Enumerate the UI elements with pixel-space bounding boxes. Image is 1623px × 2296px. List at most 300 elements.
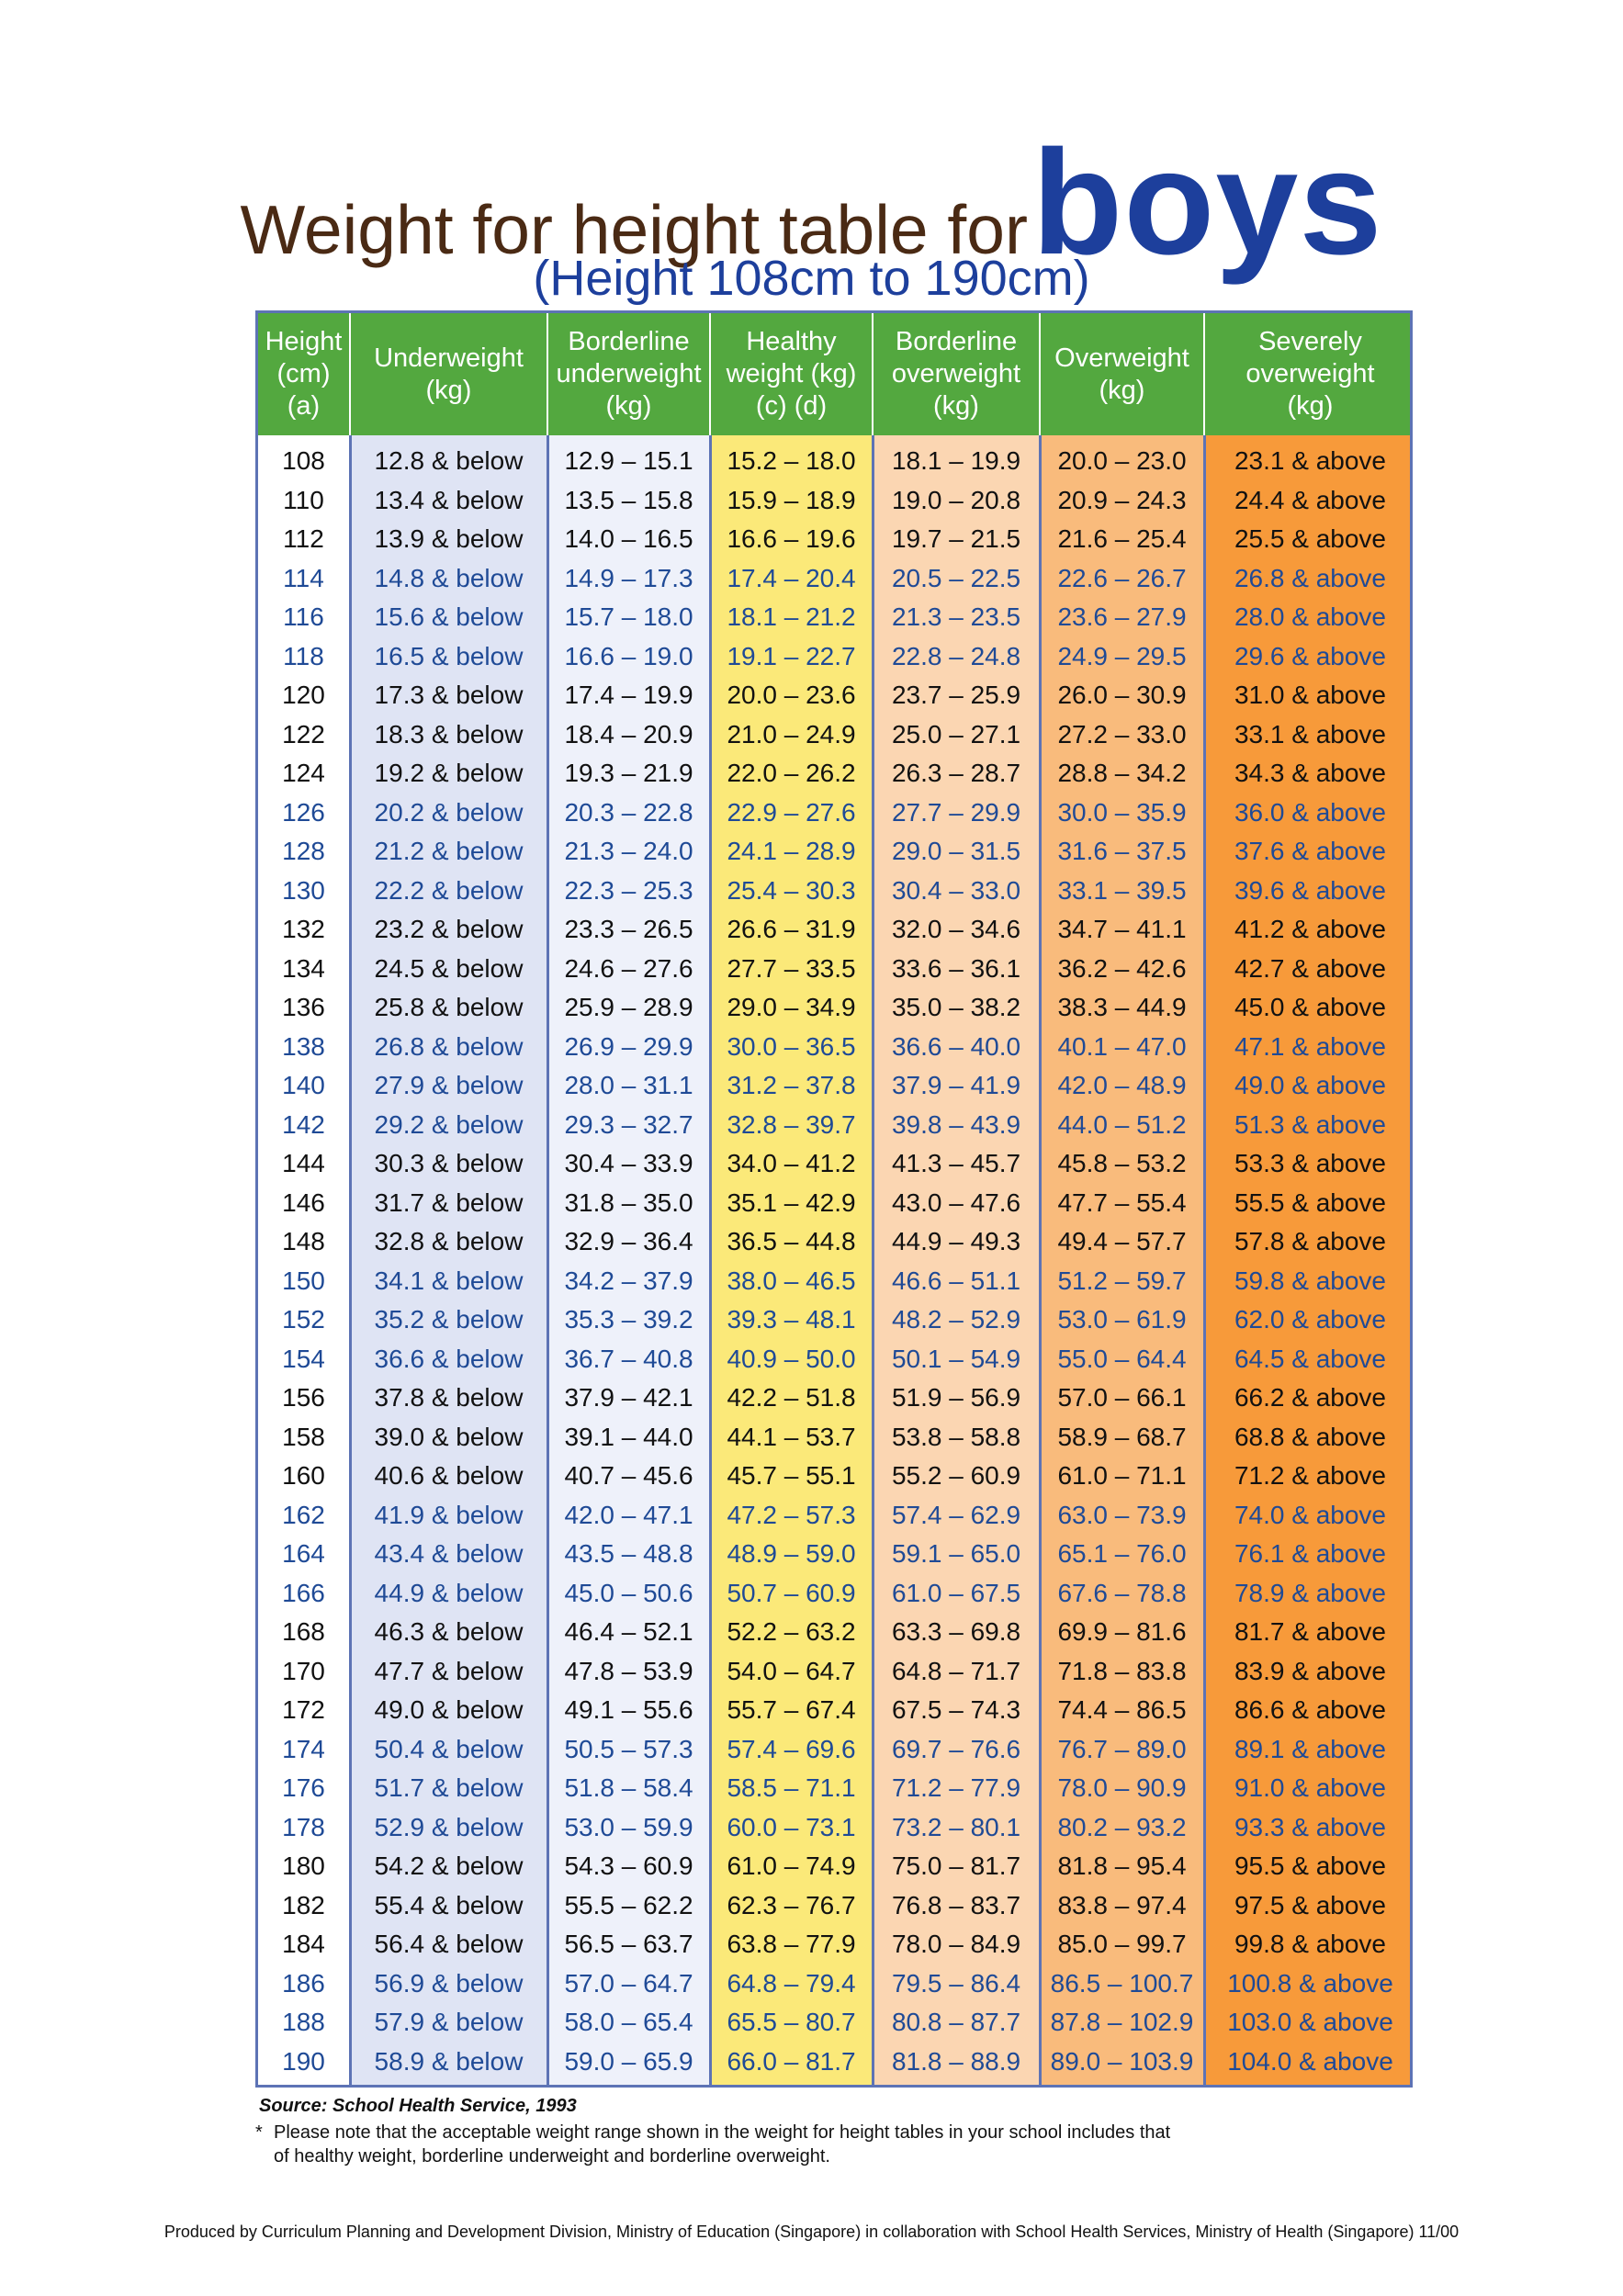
cell-severely-overweight: 36.0 & above <box>1234 797 1387 827</box>
table-row <box>258 1925 1410 1964</box>
cell-borderline-underweight: 14.0 – 16.5 <box>564 524 693 553</box>
cell-overweight: 47.7 – 55.4 <box>1057 1187 1187 1217</box>
cell-overweight: 44.0 – 51.2 <box>1057 1109 1187 1139</box>
cell-healthy-weight: 15.2 – 18.0 <box>727 446 856 475</box>
cell-underweight: 57.9 & below <box>374 2008 524 2036</box>
cell-borderline-underweight: 37.9 – 42.1 <box>564 1383 693 1412</box>
cell-borderline-overweight: 53.8 – 58.8 <box>891 1422 1021 1451</box>
cell-severely-overweight: 26.8 & above <box>1234 563 1387 592</box>
cell-overweight: 31.6 – 37.5 <box>1057 837 1187 865</box>
weight-height-table <box>255 310 1413 2088</box>
table-row <box>258 637 1410 677</box>
cell-severely-overweight: 45.0 & above <box>1234 993 1387 1021</box>
cell-height: 182 <box>282 1890 325 1919</box>
cell-height: 110 <box>283 485 324 514</box>
table-header <box>258 313 1410 435</box>
cell-underweight: 19.2 & below <box>374 759 524 787</box>
cell-borderline-underweight: 43.5 – 48.8 <box>564 1539 693 1568</box>
cell-height: 116 <box>283 602 324 631</box>
cell-borderline-overweight: 22.8 – 24.8 <box>891 641 1021 670</box>
cell-healthy-weight: 18.1 – 21.2 <box>727 602 856 631</box>
cell-borderline-overweight: 36.6 – 40.0 <box>891 1031 1021 1061</box>
cell-severely-overweight: 53.3 & above <box>1234 1149 1387 1177</box>
cell-severely-overweight: 97.5 & above <box>1234 1890 1387 1919</box>
cell-underweight: 44.9 & below <box>374 1578 524 1607</box>
header-divider <box>872 313 873 435</box>
cell-borderline-overweight: 55.2 – 60.9 <box>891 1461 1021 1490</box>
table-row <box>258 1379 1410 1418</box>
cell-height: 188 <box>282 2008 325 2036</box>
table-row <box>258 910 1410 950</box>
cell-underweight: 58.9 & below <box>374 2046 524 2076</box>
footnote-marker: * <box>255 2122 263 2143</box>
cell-borderline-overweight: 80.8 – 87.7 <box>891 2008 1021 2036</box>
cell-underweight: 15.6 & below <box>374 602 524 631</box>
cell-overweight: 61.0 – 71.1 <box>1057 1461 1187 1490</box>
cell-borderline-overweight: 19.7 – 21.5 <box>891 524 1021 553</box>
cell-underweight: 32.8 & below <box>374 1227 524 1255</box>
cell-height: 112 <box>283 524 324 553</box>
cell-borderline-underweight: 51.8 – 58.4 <box>564 1773 693 1802</box>
cell-healthy-weight: 31.2 – 37.8 <box>727 1071 856 1099</box>
cell-borderline-overweight: 20.5 – 22.5 <box>891 563 1021 592</box>
cell-overweight: 28.8 – 34.2 <box>1057 759 1187 787</box>
cell-severely-overweight: 62.0 & above <box>1234 1305 1387 1334</box>
cell-borderline-underweight: 22.3 – 25.3 <box>564 875 693 905</box>
cell-underweight: 31.7 & below <box>374 1187 524 1217</box>
cell-underweight: 34.1 & below <box>374 1266 524 1295</box>
cell-underweight: 30.3 & below <box>374 1149 524 1177</box>
cell-borderline-underweight: 50.5 – 57.3 <box>564 1734 693 1763</box>
cell-height: 164 <box>282 1539 325 1568</box>
cell-overweight: 38.3 – 44.9 <box>1057 993 1187 1021</box>
cell-underweight: 14.8 & below <box>374 563 524 592</box>
cell-severely-overweight: 86.6 & above <box>1234 1695 1387 1724</box>
cell-healthy-weight: 38.0 – 46.5 <box>727 1266 856 1295</box>
cell-overweight: 71.8 – 83.8 <box>1057 1656 1187 1685</box>
table-row <box>258 598 1410 637</box>
header-severely-overweight: Severely overweight (kg) <box>1245 327 1375 421</box>
table-row <box>258 1106 1410 1145</box>
cell-height: 150 <box>282 1266 325 1295</box>
cell-height: 114 <box>283 563 324 592</box>
cell-healthy-weight: 39.3 – 48.1 <box>727 1305 856 1334</box>
cell-height: 146 <box>282 1187 325 1217</box>
cell-severely-overweight: 42.7 & above <box>1234 953 1387 983</box>
cell-healthy-weight: 66.0 – 81.7 <box>727 2046 856 2076</box>
cell-healthy-weight: 24.1 – 28.9 <box>727 837 856 865</box>
cell-borderline-overweight: 43.0 – 47.6 <box>891 1187 1021 1217</box>
header-divider <box>349 313 351 435</box>
cell-healthy-weight: 16.6 – 19.6 <box>727 524 856 553</box>
cell-healthy-weight: 30.0 – 36.5 <box>727 1031 856 1061</box>
cell-healthy-weight: 60.0 – 73.1 <box>727 1812 856 1841</box>
cell-underweight: 25.8 & below <box>374 993 524 1021</box>
cell-borderline-underweight: 53.0 – 59.9 <box>564 1812 693 1841</box>
cell-borderline-underweight: 45.0 – 50.6 <box>564 1578 693 1607</box>
cell-borderline-underweight: 15.7 – 18.0 <box>564 602 693 631</box>
cell-height: 156 <box>282 1383 325 1412</box>
cell-underweight: 18.3 & below <box>374 719 524 748</box>
cell-borderline-overweight: 75.0 – 81.7 <box>891 1851 1021 1880</box>
cell-severely-overweight: 64.5 & above <box>1234 1344 1387 1373</box>
table-row <box>258 872 1410 911</box>
cell-underweight: 40.6 & below <box>374 1461 524 1490</box>
table-row <box>258 754 1410 793</box>
header-healthy-weight: Healthy weight (kg) (c) (d) <box>726 327 857 421</box>
footnote-text: Please note that the acceptable weight range shown in the weight for height tables in your school includes that of healthy weight, borderline underweight and borderline overweight. <box>274 2122 1171 2167</box>
cell-height: 138 <box>282 1031 325 1061</box>
cell-overweight: 20.9 – 24.3 <box>1057 485 1187 514</box>
cell-borderline-underweight: 35.3 – 39.2 <box>564 1305 693 1334</box>
cell-borderline-overweight: 46.6 – 51.1 <box>891 1266 1021 1295</box>
cell-height: 176 <box>282 1773 325 1802</box>
cell-severely-overweight: 76.1 & above <box>1234 1539 1387 1568</box>
cell-borderline-overweight: 19.0 – 20.8 <box>891 485 1021 514</box>
cell-underweight: 16.5 & below <box>374 641 524 670</box>
cell-overweight: 69.9 – 81.6 <box>1057 1617 1187 1646</box>
cell-healthy-weight: 21.0 – 24.9 <box>727 719 856 748</box>
cell-borderline-underweight: 46.4 – 52.1 <box>564 1617 693 1646</box>
table-row <box>258 676 1410 715</box>
cell-overweight: 58.9 – 68.7 <box>1057 1422 1187 1451</box>
cell-overweight: 24.9 – 29.5 <box>1057 641 1187 670</box>
cell-borderline-overweight: 76.8 – 83.7 <box>891 1890 1021 1919</box>
cell-underweight: 55.4 & below <box>374 1890 524 1919</box>
cell-severely-overweight: 23.1 & above <box>1234 446 1387 475</box>
production-credit: Produced by Curriculum Planning and Development Division, Ministry of Education (Singapore) in collaboration with School Health Services, Ministry of Health (Singapore) 11/00 <box>163 2223 1460 2241</box>
cell-underweight: 24.5 & below <box>374 953 524 983</box>
cell-underweight: 35.2 & below <box>374 1305 524 1334</box>
table-row <box>258 2043 1410 2082</box>
cell-severely-overweight: 25.5 & above <box>1234 524 1387 553</box>
cell-borderline-overweight: 81.8 – 88.9 <box>891 2046 1021 2076</box>
cell-borderline-overweight: 78.0 – 84.9 <box>891 1930 1021 1958</box>
cell-borderline-underweight: 42.0 – 47.1 <box>564 1500 693 1529</box>
cell-underweight: 27.9 & below <box>374 1071 524 1099</box>
cell-height: 140 <box>282 1071 325 1099</box>
cell-severely-overweight: 99.8 & above <box>1234 1930 1387 1958</box>
cell-borderline-overweight: 57.4 – 62.9 <box>891 1500 1021 1529</box>
header-underweight: Underweight (kg) <box>374 343 524 405</box>
cell-overweight: 51.2 – 59.7 <box>1057 1266 1187 1295</box>
cell-height: 166 <box>282 1578 325 1607</box>
cell-overweight: 36.2 – 42.6 <box>1057 953 1187 983</box>
cell-overweight: 26.0 – 30.9 <box>1057 681 1187 709</box>
cell-height: 184 <box>282 1930 325 1958</box>
cell-underweight: 37.8 & below <box>374 1383 524 1412</box>
cell-borderline-overweight: 32.0 – 34.6 <box>891 915 1021 943</box>
cell-height: 170 <box>282 1656 325 1685</box>
cell-underweight: 29.2 & below <box>374 1109 524 1139</box>
cell-borderline-overweight: 18.1 – 19.9 <box>891 446 1021 475</box>
cell-severely-overweight: 24.4 & above <box>1234 485 1387 514</box>
cell-height: 180 <box>282 1851 325 1880</box>
cell-overweight: 87.8 – 102.9 <box>1050 2008 1194 2036</box>
cell-healthy-weight: 25.4 – 30.3 <box>727 875 856 905</box>
table-row <box>258 559 1410 599</box>
table-row <box>258 950 1410 989</box>
cell-borderline-underweight: 21.3 – 24.0 <box>564 837 693 865</box>
cell-severely-overweight: 55.5 & above <box>1234 1187 1387 1217</box>
cell-borderline-underweight: 47.8 – 53.9 <box>564 1656 693 1685</box>
table-row <box>258 1066 1410 1106</box>
cell-borderline-overweight: 79.5 – 86.4 <box>891 1968 1021 1998</box>
cell-severely-overweight: 51.3 & above <box>1234 1109 1387 1139</box>
table-row <box>258 1964 1410 2004</box>
cell-height: 120 <box>282 681 325 709</box>
cell-borderline-overweight: 50.1 – 54.9 <box>891 1344 1021 1373</box>
cell-borderline-underweight: 56.5 – 63.7 <box>564 1930 693 1958</box>
cell-height: 122 <box>282 719 325 748</box>
cell-borderline-underweight: 16.6 – 19.0 <box>564 641 693 670</box>
cell-severely-overweight: 31.0 & above <box>1234 681 1387 709</box>
cell-underweight: 20.2 & below <box>374 797 524 827</box>
cell-healthy-weight: 54.0 – 64.7 <box>727 1656 856 1685</box>
cell-healthy-weight: 19.1 – 22.7 <box>727 641 856 670</box>
cell-height: 172 <box>282 1695 325 1724</box>
cell-overweight: 30.0 – 35.9 <box>1057 797 1187 827</box>
cell-healthy-weight: 55.7 – 67.4 <box>727 1695 856 1724</box>
cell-healthy-weight: 58.5 – 71.1 <box>727 1773 856 1802</box>
cell-healthy-weight: 26.6 – 31.9 <box>727 915 856 943</box>
cell-height: 148 <box>282 1227 325 1255</box>
cell-borderline-underweight: 14.9 – 17.3 <box>564 563 693 592</box>
cell-underweight: 23.2 & below <box>374 915 524 943</box>
cell-severely-overweight: 68.8 & above <box>1234 1422 1387 1451</box>
cell-borderline-underweight: 58.0 – 65.4 <box>564 2008 693 2036</box>
table-row <box>258 1340 1410 1379</box>
cell-severely-overweight: 39.6 & above <box>1234 875 1387 905</box>
cell-borderline-underweight: 20.3 – 22.8 <box>564 797 693 827</box>
cell-height: 136 <box>282 993 325 1021</box>
cell-borderline-underweight: 18.4 – 20.9 <box>564 719 693 748</box>
cell-severely-overweight: 100.8 & above <box>1227 1968 1393 1998</box>
page-subtitle: (Height 108cm to 190cm) <box>533 251 1090 306</box>
cell-underweight: 12.8 & below <box>374 446 524 475</box>
cell-healthy-weight: 57.4 – 69.6 <box>727 1734 856 1763</box>
header-divider <box>709 313 711 435</box>
header-overweight: Overweight (kg) <box>1054 343 1189 405</box>
cell-borderline-overweight: 44.9 – 49.3 <box>891 1227 1021 1255</box>
cell-healthy-weight: 42.2 – 51.8 <box>727 1383 856 1412</box>
table-row <box>258 715 1410 755</box>
cell-borderline-underweight: 17.4 – 19.9 <box>564 681 693 709</box>
cell-healthy-weight: 65.5 – 80.7 <box>727 2008 856 2036</box>
table-row <box>258 1691 1410 1730</box>
cell-borderline-underweight: 32.9 – 36.4 <box>564 1227 693 1255</box>
cell-overweight: 81.8 – 95.4 <box>1057 1851 1187 1880</box>
cell-overweight: 27.2 – 33.0 <box>1057 719 1187 748</box>
cell-height: 162 <box>282 1500 325 1529</box>
header-borderline-overweight: Borderline overweight (kg) <box>891 327 1021 421</box>
cell-borderline-overweight: 48.2 – 52.9 <box>891 1305 1021 1334</box>
cell-height: 178 <box>282 1812 325 1841</box>
table-row <box>258 1769 1410 1808</box>
cell-height: 152 <box>282 1305 325 1334</box>
cell-height: 158 <box>282 1422 325 1451</box>
cell-borderline-underweight: 13.5 – 15.8 <box>564 485 693 514</box>
cell-borderline-overweight: 63.3 – 69.8 <box>891 1617 1021 1646</box>
cell-overweight: 49.4 – 57.7 <box>1057 1227 1187 1255</box>
table-row <box>258 1300 1410 1340</box>
cell-overweight: 76.7 – 89.0 <box>1057 1734 1187 1763</box>
cell-height: 108 <box>282 446 325 475</box>
cell-borderline-overweight: 29.0 – 31.5 <box>891 837 1021 865</box>
cell-healthy-weight: 27.7 – 33.5 <box>727 953 856 983</box>
cell-borderline-underweight: 40.7 – 45.6 <box>564 1461 693 1490</box>
table-row <box>258 1457 1410 1496</box>
cell-severely-overweight: 78.9 & above <box>1234 1578 1387 1607</box>
cell-borderline-overweight: 59.1 – 65.0 <box>891 1539 1021 1568</box>
cell-underweight: 22.2 & below <box>374 875 524 905</box>
table-body <box>258 442 1410 2081</box>
cell-borderline-underweight: 28.0 – 31.1 <box>564 1071 693 1099</box>
cell-overweight: 20.0 – 23.0 <box>1057 446 1187 475</box>
cell-height: 132 <box>282 915 325 943</box>
cell-borderline-underweight: 36.7 – 40.8 <box>564 1344 693 1373</box>
cell-borderline-overweight: 73.2 – 80.1 <box>891 1812 1021 1841</box>
cell-healthy-weight: 22.0 – 26.2 <box>727 759 856 787</box>
cell-severely-overweight: 71.2 & above <box>1234 1461 1387 1490</box>
table-row <box>258 793 1410 833</box>
title-emphasis-boys: boys <box>1031 119 1383 286</box>
cell-severely-overweight: 28.0 & above <box>1234 602 1387 631</box>
cell-severely-overweight: 49.0 & above <box>1234 1071 1387 1099</box>
cell-height: 142 <box>282 1109 325 1139</box>
cell-underweight: 36.6 & below <box>374 1344 524 1373</box>
header-divider <box>1203 313 1205 435</box>
cell-borderline-underweight: 12.9 – 15.1 <box>564 446 693 475</box>
source-citation: Source: School Health Service, 1993 <box>259 2096 577 2116</box>
cell-overweight: 42.0 – 48.9 <box>1057 1071 1187 1099</box>
cell-underweight: 41.9 & below <box>374 1500 524 1529</box>
cell-severely-overweight: 29.6 & above <box>1234 641 1387 670</box>
cell-severely-overweight: 93.3 & above <box>1234 1812 1387 1841</box>
cell-healthy-weight: 34.0 – 41.2 <box>727 1149 856 1177</box>
cell-underweight: 52.9 & below <box>374 1812 524 1841</box>
cell-borderline-overweight: 33.6 – 36.1 <box>891 953 1021 983</box>
cell-height: 126 <box>282 797 325 827</box>
cell-underweight: 17.3 & below <box>374 681 524 709</box>
cell-borderline-underweight: 54.3 – 60.9 <box>564 1851 693 1880</box>
cell-borderline-underweight: 30.4 – 33.9 <box>564 1149 693 1177</box>
cell-overweight: 65.1 – 76.0 <box>1057 1539 1187 1568</box>
cell-severely-overweight: 104.0 & above <box>1227 2046 1393 2076</box>
cell-underweight: 51.7 & below <box>374 1773 524 1802</box>
cell-overweight: 34.7 – 41.1 <box>1057 915 1187 943</box>
cell-overweight: 45.8 – 53.2 <box>1057 1149 1187 1177</box>
cell-borderline-overweight: 61.0 – 67.5 <box>891 1578 1021 1607</box>
cell-overweight: 23.6 – 27.9 <box>1057 602 1187 631</box>
cell-healthy-weight: 50.7 – 60.9 <box>727 1578 856 1607</box>
table-row <box>258 1028 1410 1067</box>
cell-borderline-underweight: 34.2 – 37.9 <box>564 1266 693 1295</box>
cell-borderline-underweight: 31.8 – 35.0 <box>564 1187 693 1217</box>
cell-borderline-overweight: 37.9 – 41.9 <box>891 1071 1021 1099</box>
cell-underweight: 46.3 & below <box>374 1617 524 1646</box>
cell-severely-overweight: 91.0 & above <box>1234 1773 1387 1802</box>
cell-healthy-weight: 48.9 – 59.0 <box>727 1539 856 1568</box>
cell-underweight: 39.0 & below <box>374 1422 524 1451</box>
cell-underweight: 56.4 & below <box>374 1930 524 1958</box>
table-row <box>258 1652 1410 1692</box>
cell-overweight: 89.0 – 103.9 <box>1050 2046 1194 2076</box>
cell-severely-overweight: 83.9 & above <box>1234 1656 1387 1685</box>
table-row <box>258 520 1410 559</box>
cell-healthy-weight: 36.5 – 44.8 <box>727 1227 856 1255</box>
cell-borderline-underweight: 26.9 – 29.9 <box>564 1031 693 1061</box>
table-row <box>258 832 1410 872</box>
cell-underweight: 21.2 & below <box>374 837 524 865</box>
table-row <box>258 1144 1410 1184</box>
cell-healthy-weight: 62.3 – 76.7 <box>727 1890 856 1919</box>
cell-borderline-overweight: 27.7 – 29.9 <box>891 797 1021 827</box>
table-row <box>258 1222 1410 1262</box>
cell-underweight: 47.7 & below <box>374 1656 524 1685</box>
table-row <box>258 1184 1410 1223</box>
cell-overweight: 85.0 – 99.7 <box>1057 1930 1187 1958</box>
cell-borderline-overweight: 30.4 – 33.0 <box>891 875 1021 905</box>
cell-severely-overweight: 95.5 & above <box>1234 1851 1387 1880</box>
cell-healthy-weight: 44.1 – 53.7 <box>727 1422 856 1451</box>
cell-height: 130 <box>282 875 325 905</box>
cell-overweight: 53.0 – 61.9 <box>1057 1305 1187 1334</box>
cell-healthy-weight: 35.1 – 42.9 <box>727 1187 856 1217</box>
cell-borderline-underweight: 25.9 – 28.9 <box>564 993 693 1021</box>
cell-borderline-overweight: 21.3 – 23.5 <box>891 602 1021 631</box>
cell-height: 174 <box>282 1734 325 1763</box>
table-row <box>258 1808 1410 1848</box>
cell-severely-overweight: 37.6 & above <box>1234 837 1387 865</box>
cell-overweight: 21.6 – 25.4 <box>1057 524 1187 553</box>
cell-borderline-underweight: 24.6 – 27.6 <box>564 953 693 983</box>
footnote <box>255 2121 1174 2168</box>
cell-healthy-weight: 29.0 – 34.9 <box>727 993 856 1021</box>
cell-height: 186 <box>282 1968 325 1998</box>
table-row <box>258 988 1410 1028</box>
cell-height: 134 <box>282 953 325 983</box>
cell-underweight: 49.0 & below <box>374 1695 524 1724</box>
table-row <box>258 1613 1410 1652</box>
cell-severely-overweight: 33.1 & above <box>1234 719 1387 748</box>
table-row <box>258 1262 1410 1301</box>
cell-borderline-underweight: 23.3 – 26.5 <box>564 915 693 943</box>
cell-borderline-underweight: 59.0 – 65.9 <box>564 2046 693 2076</box>
cell-overweight: 83.8 – 97.4 <box>1057 1890 1187 1919</box>
cell-healthy-weight: 17.4 – 20.4 <box>727 563 856 592</box>
cell-borderline-overweight: 67.5 – 74.3 <box>891 1695 1021 1724</box>
cell-height: 168 <box>282 1617 325 1646</box>
header-height: Height (cm) (a) <box>265 327 343 421</box>
cell-borderline-overweight: 35.0 – 38.2 <box>891 993 1021 1021</box>
cell-healthy-weight: 64.8 – 79.4 <box>727 1968 856 1998</box>
cell-borderline-overweight: 69.7 – 76.6 <box>891 1734 1021 1763</box>
cell-severely-overweight: 34.3 & above <box>1234 759 1387 787</box>
header-divider <box>547 313 548 435</box>
table-row <box>258 1730 1410 1770</box>
table-row <box>258 1418 1410 1458</box>
cell-borderline-overweight: 26.3 – 28.7 <box>891 759 1021 787</box>
cell-borderline-underweight: 29.3 – 32.7 <box>564 1109 693 1139</box>
cell-borderline-underweight: 55.5 – 62.2 <box>564 1890 693 1919</box>
cell-severely-overweight: 66.2 & above <box>1234 1383 1387 1412</box>
cell-borderline-overweight: 39.8 – 43.9 <box>891 1109 1021 1139</box>
cell-underweight: 54.2 & below <box>374 1851 524 1880</box>
table-row <box>258 1886 1410 1926</box>
cell-overweight: 86.5 – 100.7 <box>1050 1968 1194 1998</box>
cell-borderline-underweight: 19.3 – 21.9 <box>564 759 693 787</box>
